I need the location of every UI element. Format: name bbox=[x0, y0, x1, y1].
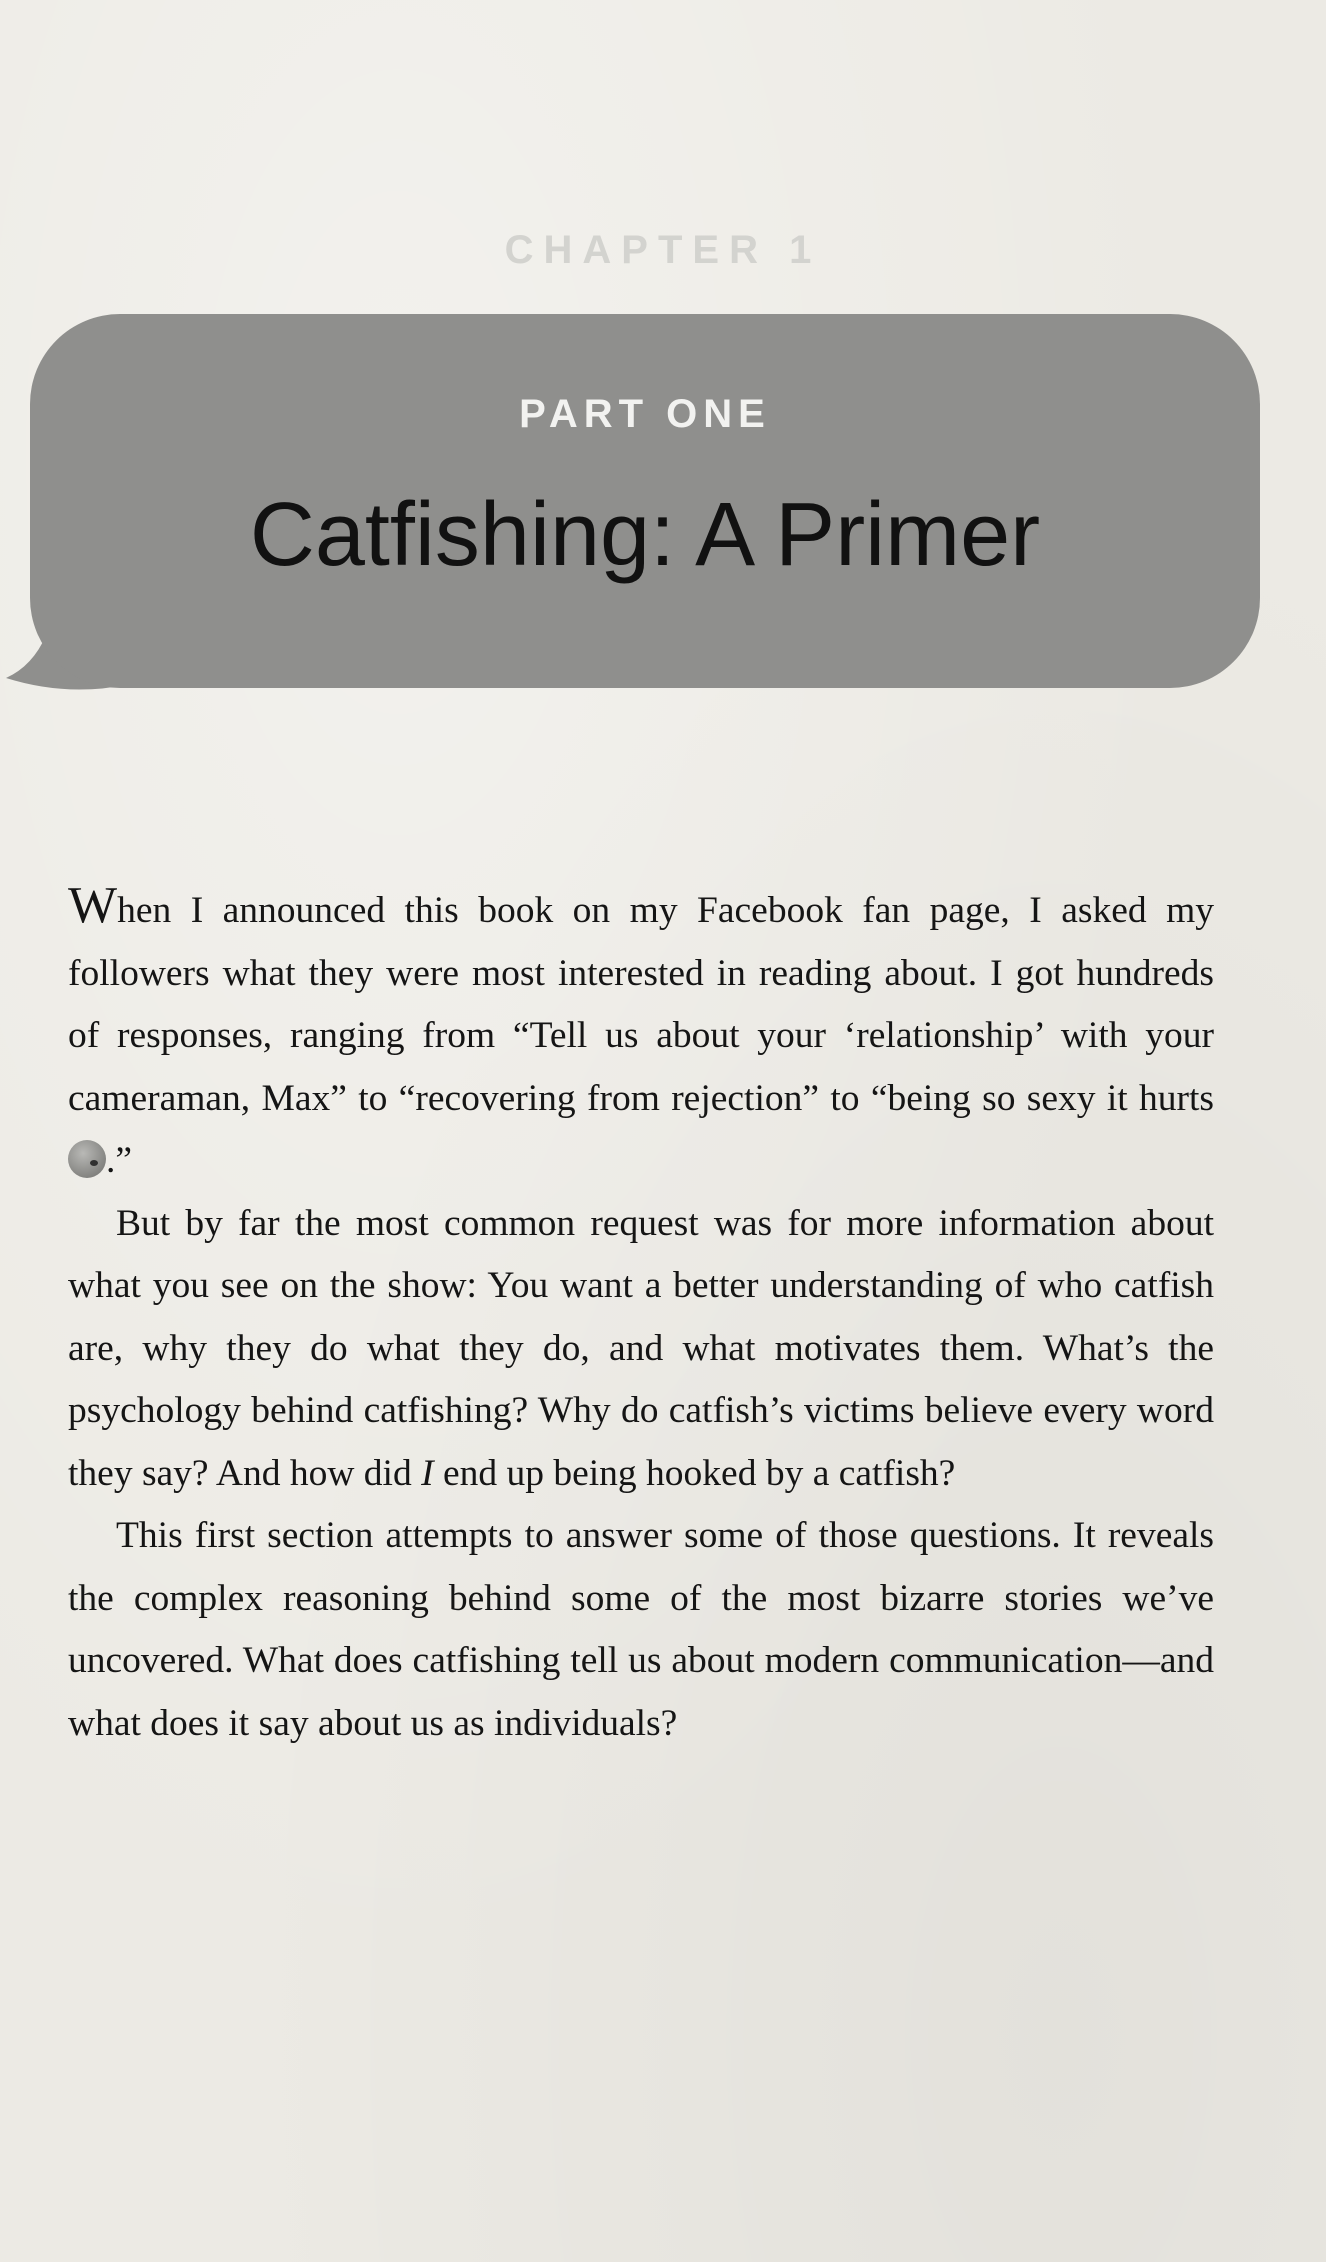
drop-cap: W bbox=[68, 877, 118, 934]
part-title-speech-bubble bbox=[30, 314, 1260, 688]
paragraph-2-italic: I bbox=[421, 1452, 434, 1494]
part-title: Catfishing: A Primer bbox=[249, 485, 1041, 585]
kissing-face-emoji-icon bbox=[68, 1140, 106, 1178]
paragraph-1-end: .” bbox=[106, 1140, 133, 1181]
show-through-chapter-heading: CHAPTER 1 bbox=[504, 228, 822, 272]
paragraph-1-text: hen I announced this book on my Facebook fan page, I asked my followers what they were most interested in reading about. I got hundreds of responses, ranging from “Tell us about your ‘relationship’ with your cameraman, Max” to “recovering from rejection” to “being so sexy it hurts bbox=[68, 890, 1214, 1119]
paragraph-2-end: end up being hooked by a catfish? bbox=[433, 1452, 956, 1494]
paragraph-1 bbox=[68, 877, 1214, 1193]
body-text bbox=[68, 877, 1214, 1755]
part-label: PART ONE bbox=[519, 392, 771, 436]
paragraph-2-text: But by far the most common request was for more information about what you see on the show: You want a better understanding of who catfish are, why they do what they do, and what motivates them. What’s the psychology behind catfishing? Why do catfish’s victims believe every word they say? And how did bbox=[68, 1202, 1214, 1494]
paragraph-2 bbox=[68, 1193, 1214, 1506]
paragraph-3: This first section attempts to answer some of those questions. It reveals the complex reasoning behind some of the most bizarre stories we’ve uncovered. What does catfishing tell us about modern communication—and what does it say about us as individuals? bbox=[68, 1515, 1214, 1744]
